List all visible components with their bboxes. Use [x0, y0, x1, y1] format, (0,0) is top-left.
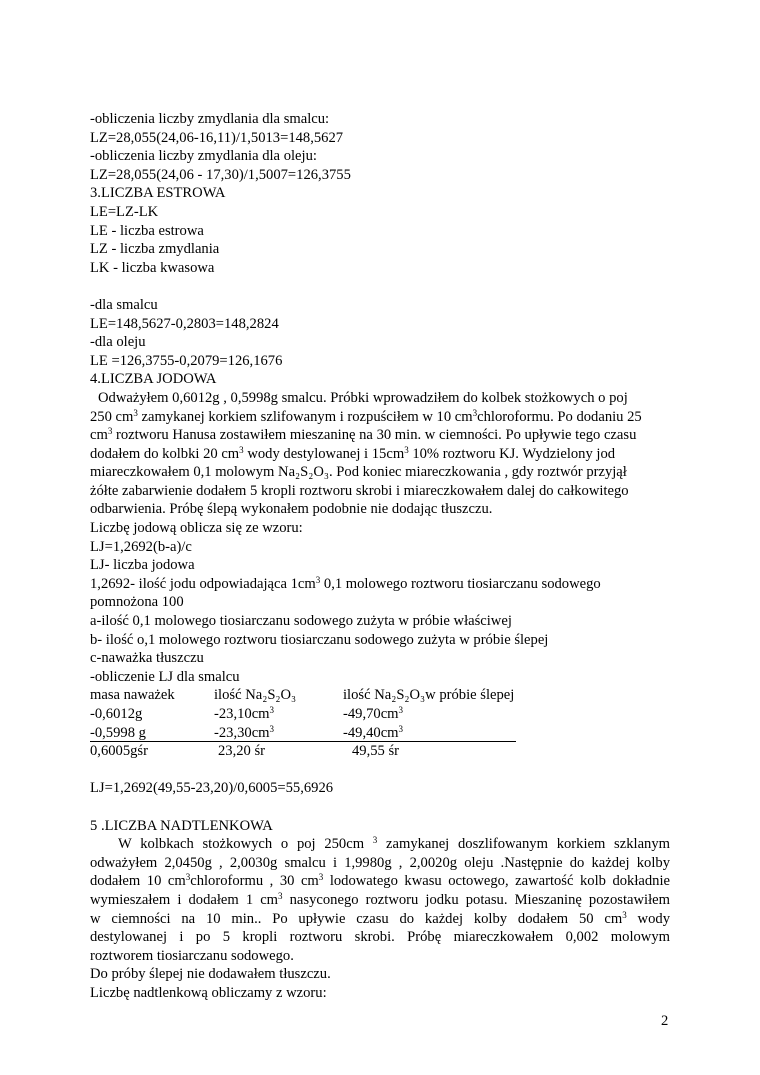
definition-line: LJ- liczba jodowa	[90, 557, 195, 574]
definition-line: c-naważka tłuszczu	[90, 650, 204, 667]
definition-line: LE - liczba estrowa	[90, 222, 204, 239]
table-cell: -0,5998 g	[90, 724, 146, 741]
table-cell: $-49,40cm^3$	[343, 723, 404, 741]
document-body	[90, 110, 670, 1003]
text-line: Liczbę jodową oblicza się ze wzoru:	[90, 520, 303, 537]
table-header-row	[90, 686, 670, 705]
paragraph-line: dodałem 10 $cm^3chloroformu$ , 30 $cm^3$ lodowatego kwasu octowego, zawartość kolb dokładnie	[90, 872, 670, 890]
section-heading: 3.LICZBA ESTROWA	[90, 185, 226, 202]
text-line: -obliczenia liczby zmydlania dla smalcu:	[90, 111, 330, 127]
paragraph-line: odbarwienia. Próbę ślepą wykonałem podobnie nie dodając tłuszczu.	[90, 501, 493, 518]
section-heading: 4.LICZBA JODOWA	[90, 371, 217, 388]
paragraph-line: odważyłem 2,0450g , 2,0030g smalcu i 1,9980g , 2,0020g oleju .Następnie do każdej kolby	[90, 854, 670, 871]
paragraph-line: roztworem tiosiarczanu sodowego.	[90, 947, 294, 964]
formula-line: LZ=28,055(24,06 - 17,30)/1,5007=126,3755	[90, 166, 351, 183]
result-line: LJ=1,2692(49,55-23,20)/0,6005=55,6926	[90, 780, 334, 797]
table-cell: 49,55 śr	[352, 743, 400, 760]
text-line: -dla oleju	[90, 334, 146, 351]
paragraph-line: miareczkowałem 0,1 molowym Na₂S₂O₃. Pod koniec miareczkowania , gdy roztwór przyjął	[90, 464, 627, 481]
definition-line: b- ilość o,1 molowego roztworu tiosiarczanu sodowego zużyta w próbie ślepej	[90, 631, 549, 648]
paragraph-line: 250 $cm^3$ zamykanej korkiem szlifowanym i rozpuściłem w 10 $cm^3chloroformu$. Po dodaniu 25	[90, 407, 642, 425]
formula-line: LE=148,5627-0,2803=148,2824	[90, 315, 279, 332]
formula-line: LE=LZ-LK	[90, 203, 159, 220]
table-cell: -0,6012g	[90, 706, 143, 722]
table-cell: $-49,70cm^3$	[343, 705, 404, 722]
table-cell: $-23,10cm^3$	[214, 705, 275, 722]
definition-line: LZ - liczba zmydlania	[90, 241, 220, 258]
formula-line: LE =126,3755-0,2079=126,1676	[90, 352, 283, 369]
paragraph-line: Odważyłem 0,6012g , 0,5998g smalcu. Próbki wprowadziłem do kolbek stożkowych o poj	[98, 389, 628, 406]
paragraph-line: wymieszałem i dodałem 1 $cm^3$ nasyconego roztworu jodku potasu. Mieszaninę pozostawiłem	[90, 890, 670, 908]
blank-line	[90, 761, 670, 780]
table-row	[90, 724, 670, 743]
text-line: Do próby ślepej nie dodawałem tłuszczu.	[90, 966, 331, 983]
formula-line: LZ=28,055(24,06-16,11)/1,5013=148,5627	[90, 129, 344, 146]
measurement-table	[90, 686, 670, 760]
table-average-row	[90, 742, 670, 761]
table-header-cell: ilość Na₂S₂O₃w próbie ślepej	[343, 687, 515, 704]
table-row	[90, 705, 670, 724]
definition-line: LK - liczba kwasowa	[90, 259, 215, 276]
text-line: -dla smalcu	[90, 296, 158, 313]
table-header-cell: masa naważek	[90, 687, 175, 704]
page-number: 2	[661, 1013, 669, 1029]
definition-line: 1,2692- ilość jodu odpowiadająca $1cm^3$ 0,1 molowego roztworu tiosiarczanu sodowego	[90, 574, 601, 592]
text-line: -obliczenia liczby zmydlania dla oleju:	[90, 148, 317, 165]
blank-line	[90, 277, 670, 296]
formula-line: LJ=1,2692(b-a)/c	[90, 538, 192, 555]
text-line: Liczbę nadtlenkową obliczamy z wzoru:	[90, 984, 327, 1001]
table-cell: 0,6005gśr	[90, 743, 148, 760]
section-heading: 5 .LICZBA NADTLENKOWA	[90, 817, 273, 834]
blank-line	[90, 798, 670, 817]
table-header-cell: ilość Na₂S₂O₃	[214, 687, 297, 704]
paragraph-line: dodałem do kolbki 20 $cm^3$ wody destylowanej i $15cm^3$ 10% roztworu KJ. Wydzielony jod	[90, 444, 616, 462]
table-cell: 23,20 śr	[218, 743, 266, 760]
definition-line: a-ilość 0,1 molowego tiosiarczanu sodowego zużyta w próbie właściwej	[90, 613, 512, 630]
paragraph-line: żółte zabarwienie dodałem 5 kropli roztworu skrobi i miareczkowałem dalej do całkowitego	[90, 482, 629, 499]
paragraph-line: W kolbkach stożkowych o poj 250cm $^3$ zamykanej doszlifowanym korkiem szklanym	[118, 835, 670, 853]
text-line: -obliczenie LJ dla smalcu	[90, 668, 240, 685]
table-cell: $-23,30cm^3$	[214, 723, 275, 741]
definition-line: pomnożona 100	[90, 594, 184, 611]
paragraph-line: $cm^3$ roztworu Hanusa zostawiłem mieszaninę na 30 min. w ciemności. Po upływie tego czasu	[90, 426, 637, 444]
paragraph-line: w ciemności na 10 min.. Po upływie czasu do każdej kolby dodałem 50 $cm^3$ wody	[90, 909, 670, 927]
paragraph-line: destylowanej i po 5 kropli roztworu skrobi. Próbę miareczkowałem 0,002 molowym	[90, 929, 670, 946]
